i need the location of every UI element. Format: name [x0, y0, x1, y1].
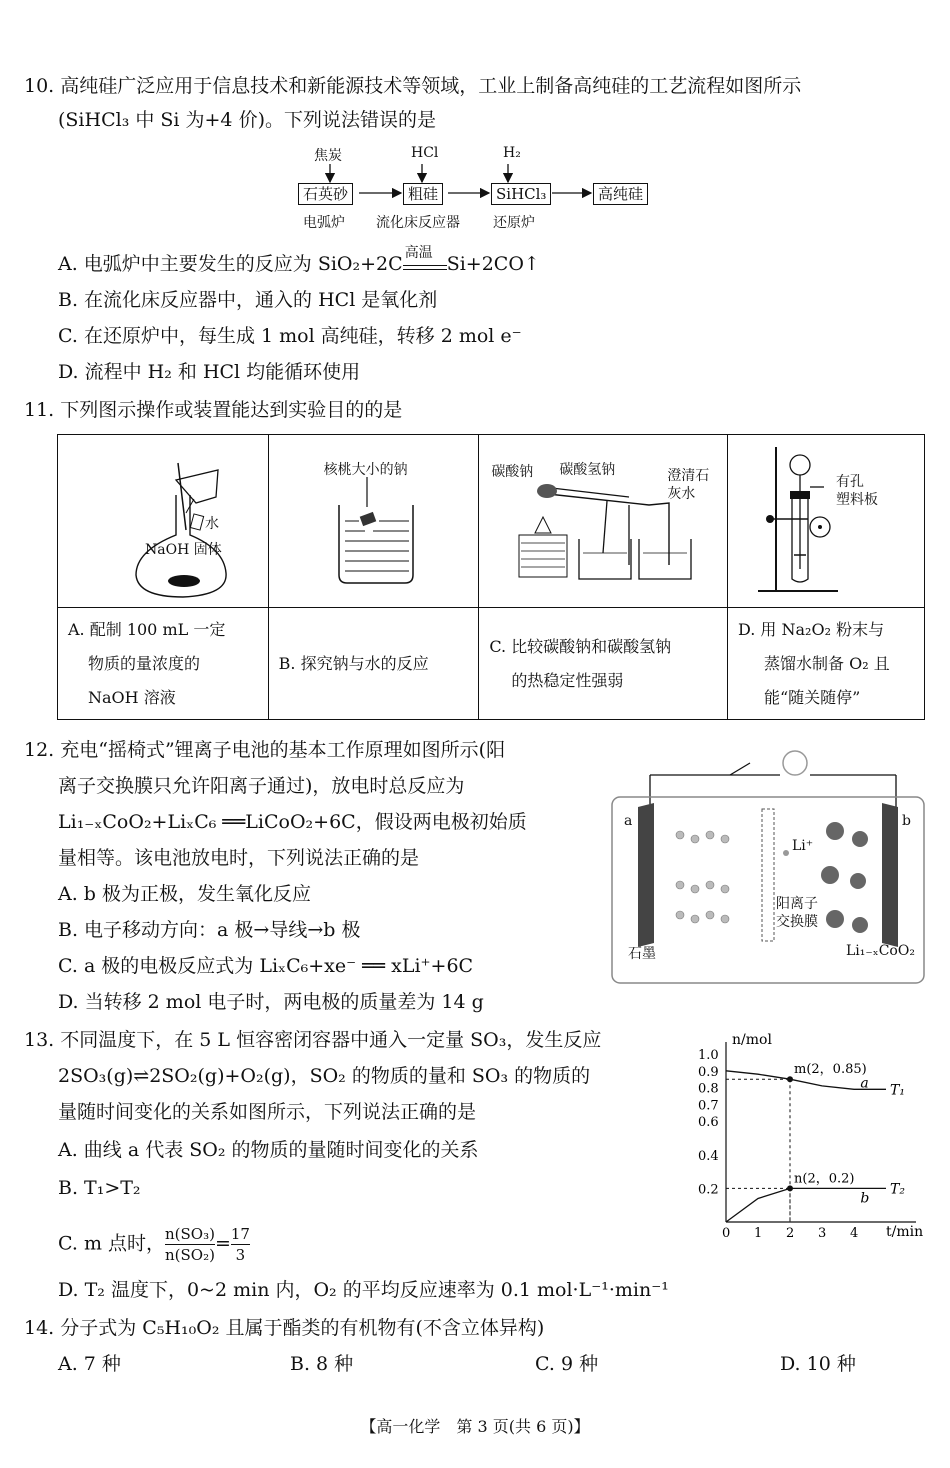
q14-option-a: A. 7 种 [58, 1353, 121, 1375]
q13-fraction-numerator: n(SO₃) [165, 1225, 215, 1243]
q11-option-a [58, 613, 268, 715]
data-point [787, 1076, 793, 1082]
q11-figure-d [728, 435, 925, 608]
q12-option-d: D. 当转移 2 mol 电子时，两电极的质量差为 14 g [58, 991, 484, 1013]
q12-option-b: B. 电子移动方向：a 极→导线→b 极 [58, 919, 361, 941]
series-temp-b: T₂ [890, 1181, 905, 1198]
y-tick-label: 0.6 [698, 1115, 719, 1131]
q12-stem-line1: 12. 充电“摇椅式”锂离子电池的基本工作原理如图所示(阳 [24, 739, 506, 761]
q13-fraction-value [231, 1224, 250, 1265]
q13-option-c-equals: = [214, 1232, 231, 1255]
y-axis-label: n/mol [732, 1032, 772, 1048]
q10-stem-line1: 10. 高纯硅广泛应用于信息技术和新能源技术等领域，工业上制备高纯硅的工艺流程如图所示 [24, 75, 802, 97]
label-electrode-b: b [902, 813, 911, 829]
flow-box-quartz-sand: 石英砂 [298, 183, 353, 205]
label-membrane-1: 阳离子 [776, 896, 818, 912]
q11-option-b: B. 探究钠与水的反应 [278, 653, 429, 673]
q10-option-d: D. 流程中 H₂ 和 HCl 均能循环使用 [58, 361, 361, 383]
label-water: 水 [205, 516, 219, 532]
q12-option-c: C. a 极的电极反应式为 LiₓC₆+xe⁻ ══ xLi⁺+6C [58, 955, 474, 977]
y-tick-label: 0.2 [698, 1182, 719, 1198]
q11-option-a-cell [58, 608, 269, 720]
q11-stem: 11. 下列图示操作或装置能达到实验目的的是 [24, 399, 403, 421]
q10-stem-line2: (SiHCl₃ 中 Si 为+4 价)。下列说法错误的是 [58, 109, 436, 131]
q10-condition-label: 高温 [404, 245, 433, 261]
label-limewater-2: 灰水 [667, 486, 696, 502]
q11-option-d-line3: 能“随关随停” [764, 687, 861, 707]
label-limewater-1: 澄清石 [667, 468, 710, 484]
q13-chart-svg [692, 1022, 932, 1252]
q11-option-a-line3: NaOH 溶液 [88, 687, 176, 707]
label-cathode: Li₁₋ₓCoO₂ [846, 943, 915, 959]
q11-option-c-line2: 的热稳定性强弱 [511, 670, 624, 690]
q11-option-d-cell [728, 608, 925, 720]
x-tick-label: 3 [818, 1226, 827, 1241]
q14-stem: 14. 分子式为 C₅H₁₀O₂ 且属于酯类的有机物有(不含立体异构) [24, 1317, 545, 1339]
q13-option-a: A. 曲线 a 代表 SO₂ 的物质的量随时间变化的关系 [58, 1139, 479, 1161]
label-plate-1: 有孔 [836, 474, 864, 490]
q12-battery-figure [610, 735, 926, 985]
q11-option-c-cell [479, 608, 728, 720]
label-electrode-a: a [624, 813, 633, 829]
series-label-b: b [860, 1190, 870, 1207]
x-tick-label: 4 [850, 1226, 859, 1241]
q13-stem-line1: 13. 不同温度下，在 5 L 恒容密闭容器中通入一定量 SO₃，发生反应 [24, 1029, 602, 1051]
q14-option-b: B. 8 种 [290, 1353, 354, 1375]
q12-stem-line4: 量相等。该电池放电时，下列说法正确的是 [58, 847, 420, 869]
flow-arrows [290, 160, 670, 200]
q10-option-b: B. 在流化床反应器中，通入的 HCl 是氧化剂 [58, 289, 438, 311]
q13-option-d: D. T₂ 温度下，0~2 min 内，O₂ 的平均反应速率为 0.1 mol·L⁻¹·min⁻¹ [58, 1279, 669, 1301]
y-tick-label: 0.4 [698, 1148, 719, 1164]
flow-box-crude-silicon: 粗硅 [403, 183, 443, 205]
y-tick-label: 0.7 [698, 1098, 719, 1114]
q11-figure-b [268, 435, 479, 608]
point-label: n(2，0.2) [794, 1171, 855, 1187]
label-li-ion: Li⁺ [792, 838, 814, 854]
x-tick-label: 0 [722, 1226, 731, 1241]
label-graphite: 石墨 [628, 946, 656, 962]
q11-option-a-line2: 物质的量浓度的 [88, 653, 201, 673]
q10-option-a-prefix: A. 电弧炉中主要发生的反应为 SiO₂+2C [58, 253, 403, 275]
q13-value-denominator: 3 [235, 1246, 246, 1264]
q12-stem-line3: Li₁₋ₓCoO₂+LiₓC₆ ══LiCoO₂+6C，假设两电极初始质 [58, 811, 527, 833]
q11-option-a-line1: A. 配制 100 mL 一定 [68, 619, 226, 639]
flow-stage-reduction-furnace: 还原炉 [493, 215, 535, 231]
q10-option-a [58, 245, 540, 278]
flow-stage-fluidized-bed: 流化床反应器 [376, 215, 460, 231]
q11-figure-c [479, 435, 728, 608]
q11-option-d-line1: D. 用 Na₂O₂ 粉末与 [738, 619, 885, 639]
q11-option-b-cell [268, 608, 479, 720]
q11-option-d-line2: 蒸馏水制备 O₂ 且 [764, 653, 890, 673]
y-tick-label: 0.8 [698, 1081, 719, 1097]
data-point [787, 1185, 793, 1191]
q13-fraction-ratio [165, 1224, 215, 1265]
flow-box-pure-silicon: 高纯硅 [593, 183, 648, 205]
x-axis-label: t/min [886, 1224, 924, 1240]
q13-chart [692, 1022, 932, 1252]
q11-figure-a [58, 435, 269, 608]
flow-input-hcl: HCl [411, 145, 439, 161]
q13-option-b: B. T₁>T₂ [58, 1177, 141, 1199]
page-footer: 【高一化学 第 3 页(共 6 页)】 [360, 1417, 590, 1436]
q13-stem-line3: 量随时间变化的关系如图所示，下列说法正确的是 [58, 1101, 477, 1123]
q11-option-c-line1: C. 比较碳酸钠和碳酸氢钠 [489, 636, 672, 656]
q10-condition [403, 245, 447, 270]
q13-option-c-prefix: C. m 点时， [58, 1232, 165, 1255]
q13-option-c [58, 1224, 250, 1265]
series-label-a: a [860, 1075, 869, 1092]
y-tick-label: 1.0 [698, 1048, 719, 1063]
q10-option-c: C. 在还原炉中，每生成 1 mol 高纯硅，转移 2 mol e⁻ [58, 325, 522, 347]
volumetric-flask-figure [58, 435, 266, 603]
q11-option-c [479, 630, 727, 698]
gas-generator-figure [728, 435, 924, 603]
q13-value-numerator: 17 [230, 1225, 250, 1243]
q11-option-d [728, 613, 924, 715]
q11-table [57, 434, 925, 720]
label-membrane-2: 交换膜 [776, 914, 818, 930]
y-tick-label: 0.9 [698, 1064, 719, 1080]
label-plate-2: 塑料板 [836, 492, 878, 508]
label-na2co3: 碳酸钠 [491, 464, 534, 480]
series-temp-a: T₁ [890, 1082, 905, 1099]
q13-stem-line2: 2SO₃(g)⇌2SO₂(g)+O₂(g)，SO₂ 的物质的量和 SO₃ 的物质的 [58, 1065, 591, 1087]
x-tick-label: 1 [754, 1226, 763, 1241]
flow-box-sihcl3: SiHCl₃ [491, 183, 551, 205]
label-sodium: 核桃大小的钠 [323, 462, 408, 478]
flow-stage-arc-furnace: 电弧炉 [303, 215, 345, 231]
point-label: m(2，0.85) [794, 1062, 867, 1078]
q13-fraction-denominator: n(SO₂) [165, 1246, 215, 1264]
q14-option-d: D. 10 种 [780, 1353, 856, 1375]
q14-option-c: C. 9 种 [535, 1353, 599, 1375]
x-tick-label: 2 [786, 1226, 795, 1241]
label-naoh-solid: NaOH 固体 [145, 542, 222, 558]
q12-stem-line2: 离子交换膜只允许阳离子通过)，放电时总反应为 [58, 775, 465, 797]
q10-option-a-suffix: Si+2CO↑ [446, 253, 540, 275]
flow-input-h2: H₂ [503, 145, 521, 161]
flow-input-coke: 焦炭 [314, 148, 342, 164]
label-nahco3: 碳酸氢钠 [559, 462, 616, 478]
q12-option-a: A. b 极为正极，发生氧化反应 [58, 883, 312, 905]
